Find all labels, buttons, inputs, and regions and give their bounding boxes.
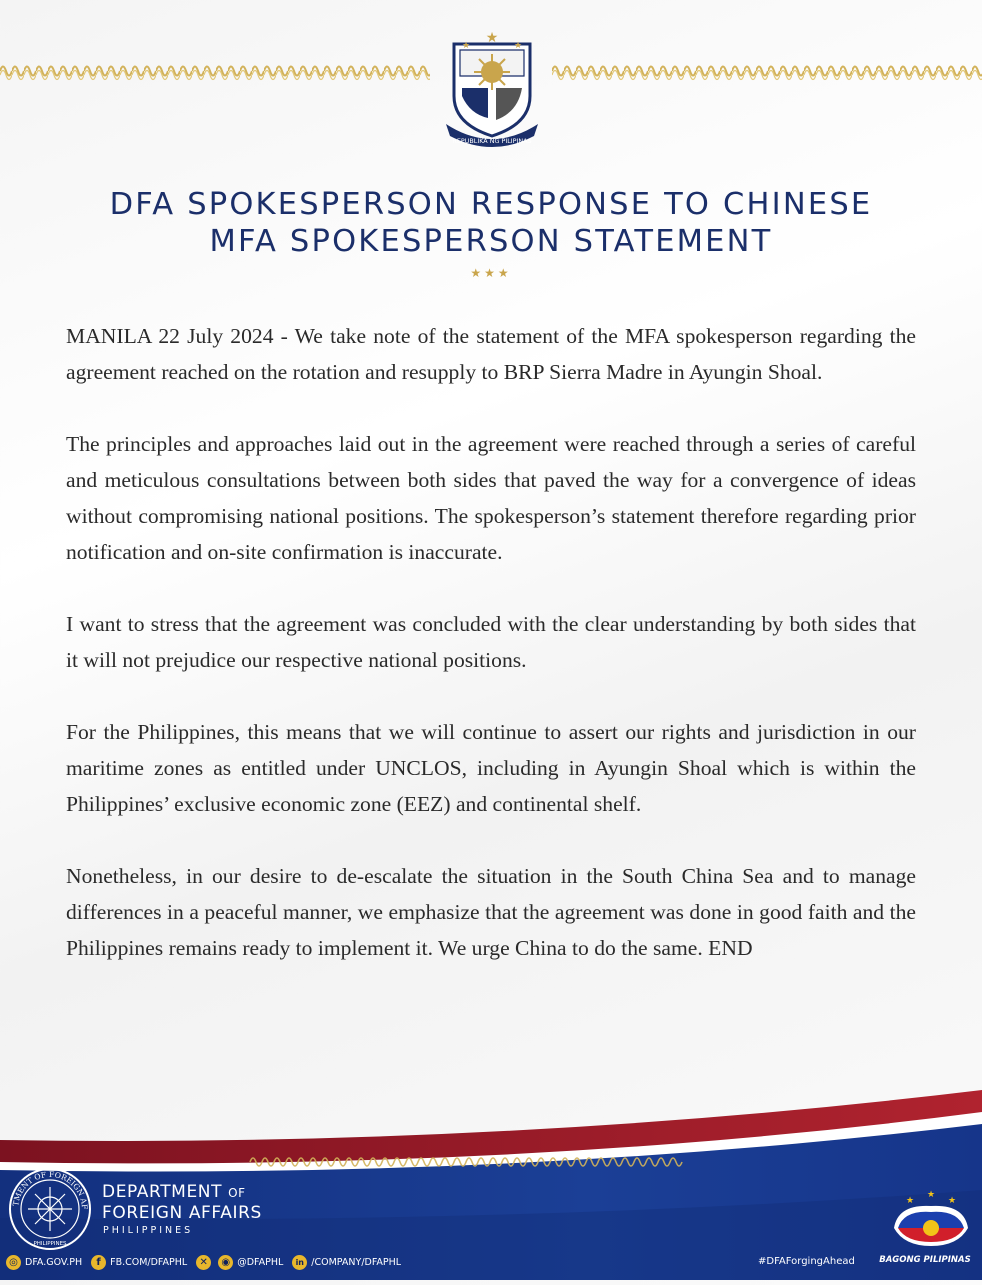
- department-name: DEPARTMENT OF FOREIGN AFFAIRS: [102, 1182, 262, 1223]
- paragraph-4: For the Philippines, this means that we will continue to assert our rights and jurisdiction in our maritime zones as entitled under UNCLOS, including in Ayungin Shoal which is within the Philippines’ exclusive economic zone (EEZ) and continental shelf.: [66, 720, 916, 816]
- philippine-seal-emblem: [440, 26, 544, 150]
- instagram-icon: ◉: [218, 1255, 233, 1270]
- bagong-pilipinas-logo: [888, 1188, 974, 1248]
- svg-text:★: ★: [905, 1196, 915, 1206]
- stars-divider: ★★★: [470, 266, 512, 280]
- dfa-seal-logo: [8, 1167, 92, 1251]
- department-country: PHILIPPINES: [103, 1225, 194, 1236]
- title-line-1: DFA SPOKESPERSON RESPONSE TO CHINESE: [109, 187, 873, 222]
- facebook-link[interactable]: f FB.COM/DFAPHL: [91, 1255, 187, 1270]
- statement-body: [66, 318, 916, 1002]
- paragraph-1: MANILA 22 July 2024 - We take note of the statement of the MFA spokesperson regarding the agreement reached on the rotation and resupply to BRP Sierra Madre in Ayungin Shoal.: [66, 324, 916, 384]
- linkedin-link[interactable]: in /COMPANY/DFAPHL: [292, 1255, 401, 1270]
- bagong-pilipinas-text: BAGONG PILIPINAS: [879, 1255, 971, 1265]
- paragraph-3: I want to stress that the agreement was concluded with the clear understanding by both sides that it will not prejudice our respective national positions.: [66, 612, 916, 672]
- svg-text:★: ★: [461, 41, 471, 51]
- globe-icon: ◎: [6, 1255, 21, 1270]
- svg-text:PHILIPPINES: PHILIPPINES: [33, 1241, 67, 1247]
- linkedin-icon: in: [292, 1255, 307, 1270]
- x-link[interactable]: [196, 1255, 215, 1270]
- svg-text:★: ★: [485, 30, 499, 46]
- facebook-icon: f: [91, 1255, 106, 1270]
- svg-text:DEPARTMENT OF FOREIGN AFFAIRS: TMENT OF FOREIGN AF: [11, 1169, 90, 1210]
- social-links: [6, 1254, 410, 1270]
- gold-ornament-band-right: [552, 60, 982, 82]
- paragraph-5: Nonetheless, in our desire to de-escalate the situation in the South China Sea and to manage differences in a peaceful manner, we emphasize that the agreement was done in good faith and the Philippines remains ready to implement it. We urge China to do the same. END: [66, 864, 916, 960]
- x-icon: ✕: [196, 1255, 211, 1270]
- website-link[interactable]: ◎ DFA.GOV.PH: [6, 1255, 82, 1270]
- page-title: [0, 186, 982, 260]
- title-line-2: MFA SPOKESPERSON STATEMENT: [209, 224, 773, 259]
- gold-ornament-band-left: [0, 60, 430, 82]
- svg-text:REPUBLIKA NG PILIPINAS: REPUBLIKA NG PILIPINAS: [452, 137, 532, 145]
- svg-text:★: ★: [926, 1190, 936, 1200]
- svg-text:★: ★: [947, 1196, 957, 1206]
- svg-text:★: ★: [513, 41, 523, 51]
- paragraph-2: The principles and approaches laid out in the agreement were reached through a series of careful and meticulous consultations between both sides that paved the way for a convergence of ideas without compromising national positions. The spokesperson’s statement therefore regarding prior notification and on-site confirmation is inaccurate.: [66, 432, 916, 564]
- instagram-link[interactable]: ◉ @DFAPHL: [218, 1255, 283, 1270]
- hashtag: #DFAForgingAhead: [758, 1256, 855, 1267]
